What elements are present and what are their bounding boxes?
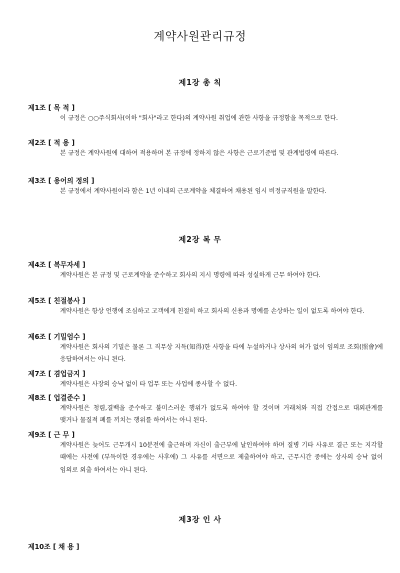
- article-body: 본 규정은 계약사원에 대하여 적용하며 본 규정에 정하지 않은 사항은 근로기준법 및 관계법령에 따른다.: [60, 150, 339, 157]
- article: [28, 260, 383, 282]
- article: [28, 369, 383, 391]
- article: [28, 296, 383, 318]
- article-heading: 제5조 [ 친절봉사 ]: [28, 297, 86, 305]
- article-body: 이 규정은 ○○주식회사(이하 "회사"라고 한다)의 계약사원 취업에 관한 사항을 규정함을 목적으로 한다.: [60, 115, 339, 122]
- article: [28, 138, 383, 160]
- article-heading: 제4조 [ 복무자세 ]: [28, 261, 86, 269]
- article: [28, 176, 383, 198]
- article: [28, 393, 383, 428]
- article: [28, 430, 383, 477]
- article-body: 계약사원은 사장의 승낙 없이 타 업무 또는 사업에 종사할 수 없다.: [60, 381, 238, 388]
- article-heading: 제2조 [ 적 용 ]: [28, 139, 75, 147]
- article-heading: 제3조 [ 용어의 정의 ]: [28, 177, 95, 185]
- article-heading: 제8조 [ 업결준수 ]: [28, 394, 86, 402]
- article-heading: 제6조 [ 기밀엄수 ]: [28, 333, 86, 341]
- article-body: 계약사원은 회사의 기밀은 물론 그 직무상 지득(知得)한 사항을 타에 누설하거나 상사의 허가 없이 임의로 조회(照會)에 응답하여서는 아니 된다.: [60, 344, 383, 364]
- article-body: 계약사원은 청렴,결백을 준수하고 불미스러운 행위가 없도록 하여야 할 것이며 거래처와 직접 간접으로 대외관계를 맺거나 물질적 폐를 끼치는 행위를 하여서는 아니 된다.: [60, 405, 383, 425]
- article-heading: 제10조 [ 채 용 ]: [28, 543, 80, 551]
- article-body: 계약사원은 늦어도 근무개시 10분전에 출근하며 자신이 출근부에 날인하여야 하며 질병 기타 사유로 결근 또는 지각할 때에는 사전에 (부득이한 경우에는 사후에) 그 사유를 서면으로 제출하여야 하고, 근무시간 중에는 상사의 승낙 없이 임의로 외출 하여서는 아니 된다.: [60, 442, 383, 474]
- chapter-heading: 제3장 인 사: [178, 515, 222, 524]
- article-body: 계약사원은 본 규정 및 근로계약을 준수하고 회사의 지시 명령에 따라 성실하게 근무 하여야 한다.: [60, 272, 321, 279]
- chapter-heading: 제1장 총 칙: [178, 78, 222, 87]
- article-heading: 제9조 [ 근 무 ]: [28, 431, 75, 439]
- article-body: 계약사원은 항상 언행에 조심하고 고객에게 친절히 하고 회사의 신용과 명예를 손상하는 일이 없도록 하여야 한다.: [60, 308, 365, 315]
- article: [28, 332, 383, 367]
- article-body: 본 규정에서 계약사원이라 함은 1년 이내의 근로계약을 체결하여 채용된 임시 비정규직원을 말한다.: [60, 188, 327, 195]
- document-title: 계약사원관리규정: [153, 29, 247, 43]
- chapter-heading: 제2장 복 무: [178, 235, 222, 244]
- article: [28, 103, 383, 125]
- article-heading: 제7조 [ 겸업금지 ]: [28, 370, 86, 378]
- article: [28, 542, 383, 552]
- article-heading: 제1조 [ 목 적 ]: [28, 104, 75, 112]
